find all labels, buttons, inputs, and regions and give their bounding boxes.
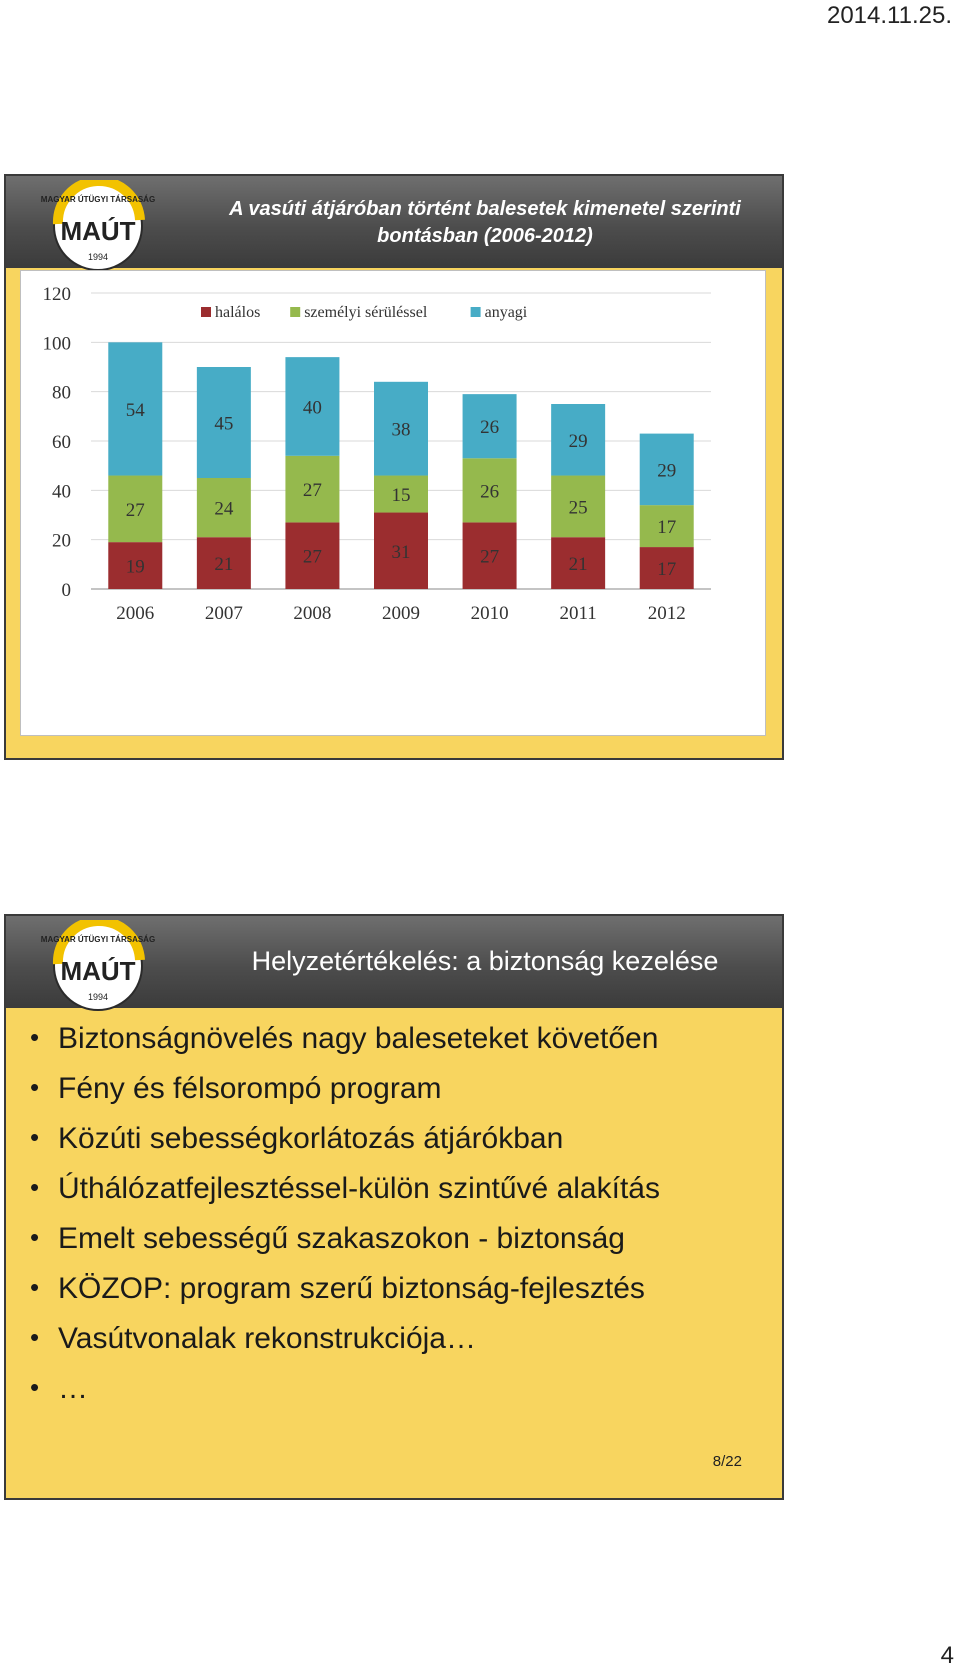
data-label: 19 bbox=[125, 556, 145, 578]
legend-swatch bbox=[471, 307, 481, 317]
bullet-icon: • bbox=[30, 1122, 40, 1152]
slide-chart bbox=[4, 174, 784, 760]
maut-logo bbox=[28, 920, 168, 1012]
data-label: 21 bbox=[214, 554, 234, 576]
data-label: 27 bbox=[125, 499, 145, 521]
x-tick-label: 2012 bbox=[647, 603, 686, 624]
logo-arc-text: MAGYAR ÚTÜGYI TÁRSASÁG bbox=[40, 195, 156, 204]
logo-year: 1994 bbox=[87, 992, 109, 1002]
x-tick-label: 2007 bbox=[204, 603, 243, 624]
slide-bullets bbox=[4, 914, 784, 1500]
chart-container bbox=[20, 270, 766, 736]
data-label: 29 bbox=[568, 430, 588, 452]
bullet-text: Közúti sebességkorlátozás átjárókban bbox=[58, 1122, 564, 1155]
x-tick-label: 2011 bbox=[559, 603, 597, 624]
list-item bbox=[26, 1022, 772, 1072]
bullet-icon: • bbox=[30, 1022, 40, 1052]
bullet-list bbox=[26, 1022, 772, 1422]
y-tick-label: 120 bbox=[42, 284, 71, 305]
list-item bbox=[26, 1122, 772, 1172]
data-label: 27 bbox=[302, 546, 322, 568]
bullet-text: KÖZOP: program szerű biztonság-fejlesztés bbox=[58, 1272, 645, 1305]
slide-title: Helyzetértékelés: a biztonság kezelése bbox=[251, 946, 719, 976]
x-tick-label: 2008 bbox=[293, 603, 332, 624]
data-label: 31 bbox=[391, 541, 411, 563]
slide-title bbox=[196, 196, 774, 250]
y-tick-label: 40 bbox=[52, 481, 71, 503]
logo-arc-text: MAGYAR ÚTÜGYI TÁRSASÁG bbox=[40, 935, 156, 944]
slide-title-line2: bontásban (2006-2012) bbox=[377, 225, 593, 247]
bullet-text: Úthálózatfejlesztéssel-külön szintűvé alakítás bbox=[58, 1172, 660, 1205]
bullet-text: … bbox=[58, 1372, 88, 1405]
page-number: 4 bbox=[940, 1642, 954, 1669]
bullet-text: Vasútvonalak rekonstrukciója… bbox=[58, 1322, 476, 1355]
logo-text: MAÚT bbox=[60, 956, 136, 986]
legend-swatch bbox=[290, 307, 300, 317]
data-label: 26 bbox=[480, 481, 500, 503]
slide-title-line1: A vasúti átjáróban történt balesetek kimenetel szerinti bbox=[229, 198, 741, 220]
list-item bbox=[26, 1072, 772, 1122]
list-item bbox=[26, 1172, 772, 1222]
list-item bbox=[26, 1322, 772, 1372]
legend-label: anyagi bbox=[484, 304, 528, 321]
data-label: 54 bbox=[125, 399, 145, 421]
data-label: 26 bbox=[480, 417, 500, 439]
legend-label: személyi sérüléssel bbox=[304, 304, 428, 321]
data-label: 40 bbox=[302, 397, 322, 419]
data-label: 27 bbox=[480, 546, 500, 568]
x-tick-label: 2010 bbox=[470, 603, 509, 624]
y-tick-label: 100 bbox=[42, 333, 71, 355]
data-label: 24 bbox=[214, 498, 234, 520]
bullet-icon: • bbox=[30, 1272, 40, 1302]
y-tick-label: 80 bbox=[52, 382, 71, 404]
list-item bbox=[26, 1272, 772, 1322]
logo-text: MAÚT bbox=[60, 216, 136, 246]
data-label: 17 bbox=[657, 559, 677, 581]
bullet-icon: • bbox=[30, 1322, 40, 1352]
list-item bbox=[26, 1222, 772, 1272]
data-label: 21 bbox=[568, 554, 588, 576]
legend-swatch bbox=[201, 307, 211, 317]
y-tick-label: 20 bbox=[52, 530, 71, 552]
y-tick-label: 0 bbox=[61, 580, 71, 601]
header-date: 2014.11.25. bbox=[826, 2, 952, 29]
list-item bbox=[26, 1372, 772, 1422]
bullet-text: Fény és félsorompó program bbox=[58, 1072, 442, 1105]
data-label: 17 bbox=[657, 517, 677, 539]
bullet-text: Emelt sebességű szakaszokon - biztonság bbox=[58, 1222, 625, 1255]
data-label: 25 bbox=[568, 497, 588, 519]
logo-year: 1994 bbox=[87, 252, 109, 262]
bullet-icon: • bbox=[30, 1172, 40, 1202]
stacked-bar-chart bbox=[21, 271, 765, 735]
data-label: 45 bbox=[214, 413, 234, 435]
data-label: 38 bbox=[391, 419, 411, 441]
data-label: 15 bbox=[391, 485, 411, 507]
slide-number: 8/22 bbox=[712, 1453, 742, 1470]
bullet-icon: • bbox=[30, 1372, 40, 1402]
data-label: 29 bbox=[657, 460, 677, 482]
bullet-text: Biztonságnövelés nagy baleseteket követően bbox=[58, 1022, 659, 1055]
x-tick-label: 2006 bbox=[116, 603, 155, 624]
bullet-icon: • bbox=[30, 1222, 40, 1252]
data-label: 27 bbox=[302, 480, 322, 502]
legend-label: halálos bbox=[215, 304, 261, 321]
bullet-icon: • bbox=[30, 1072, 40, 1102]
y-tick-label: 60 bbox=[52, 432, 71, 453]
x-tick-label: 2009 bbox=[382, 603, 420, 624]
maut-logo bbox=[28, 180, 168, 272]
